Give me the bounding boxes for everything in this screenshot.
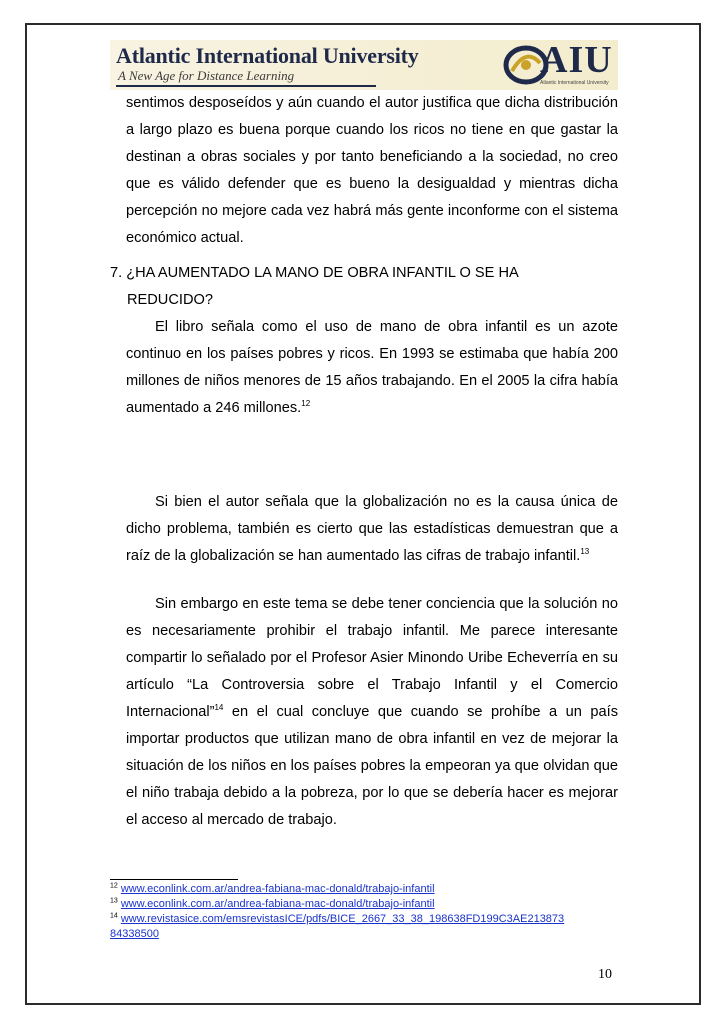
footnote-12 (110, 882, 620, 897)
footnote-link[interactable]: www.econlink.com.ar/andrea-fabiana-mac-donald/trabajo-infantil (120, 883, 435, 895)
section-heading-7 (110, 260, 618, 314)
university-header (110, 40, 618, 90)
logo-text: AIU (540, 39, 613, 81)
paragraph-continuation: sentimos desposeídos y aún cuando el autor justifica que dicha distribución a largo plazo es buena porque cuando los ricos no tiene en que gastar la destinan a obras sociales y por tanto beneficiando a la sociedad, no creo que es válido defender que es bueno la desigualdad y mientras dicha percepción no mejore cada vez habrá más gente inconforme con el sistema económico actual. (126, 95, 618, 246)
footnote-number: 12 (110, 882, 118, 890)
footnote-ref-13: 13 (580, 547, 590, 557)
logo-tagline: Atlantic International University (540, 80, 609, 86)
paragraph-solution (126, 591, 618, 834)
footnote-ref-12: 12 (301, 399, 311, 409)
paragraph-text: Si bien el autor señala que la globalización no es la causa única de dicho problema, también es cierto que las estadísticas demuestran que a raíz de la globalización se han aumentado las cifras de trabajo infantil. (126, 494, 618, 564)
page-number: 10 (598, 967, 612, 982)
footnote-link[interactable]: www.econlink.com.ar/andrea-fabiana-mac-donald/trabajo-infantil (120, 898, 435, 910)
footnote-14 (110, 912, 620, 942)
footnote-ref-14: 14 (214, 703, 224, 713)
paragraph-globalization (126, 489, 618, 570)
paragraph-text: Sin embargo en este tema se debe tener conciencia que la solución no es necesariamente prohibir el trabajo infantil. Me parece interesante compartir lo señalado por el Profesor Asier Minondo Uribe Echeverría en su artículo “La Controversia sobre el Trabajo Infantil y el Comercio Internacional” (126, 596, 618, 720)
footnote-number: 13 (110, 897, 118, 905)
paragraph-child-labor-stats (126, 314, 618, 422)
heading-line-2: REDUCIDO? (127, 292, 213, 308)
footnote-link-continuation[interactable]: 84338500 (110, 928, 159, 940)
footnote-13 (110, 897, 620, 912)
paragraph-text: en el cual concluye que cuando se prohíbe a un país importar productos que utilizan mano de obra infantil en vez de mejorar la situación de los niños en los países pobres la empeoran ya que olvidan que el niño trabaja debido a la pobreza, por lo que se debería hacer es mejorar el acceso al mercado de trabajo. (126, 704, 618, 828)
heading-line-1: 7. ¿HA AUMENTADO LA MANO DE OBRA INFANTIL O SE HA (110, 265, 519, 281)
paragraph-text: El libro señala como el uso de mano de obra infantil es un azote continuo en los países pobres y ricos. En 1993 se estimaba que había 200 millones de niños menores de 15 años trabajando. En el 2005 la cifra había aumentado a 246 millones. (126, 319, 618, 416)
header-subtitle: A New Age for Distance Learning (118, 68, 295, 83)
header-title: Atlantic International University (116, 43, 419, 68)
footnote-number: 14 (110, 912, 118, 920)
footnotes (110, 882, 620, 942)
footnote-separator (110, 879, 238, 880)
header-underline (116, 85, 376, 87)
footnote-link[interactable]: www.revistasice.com/emsrevistasICE/pdfs/BICE_2667_33_38_198638FD199C3AE213873 (120, 913, 565, 925)
